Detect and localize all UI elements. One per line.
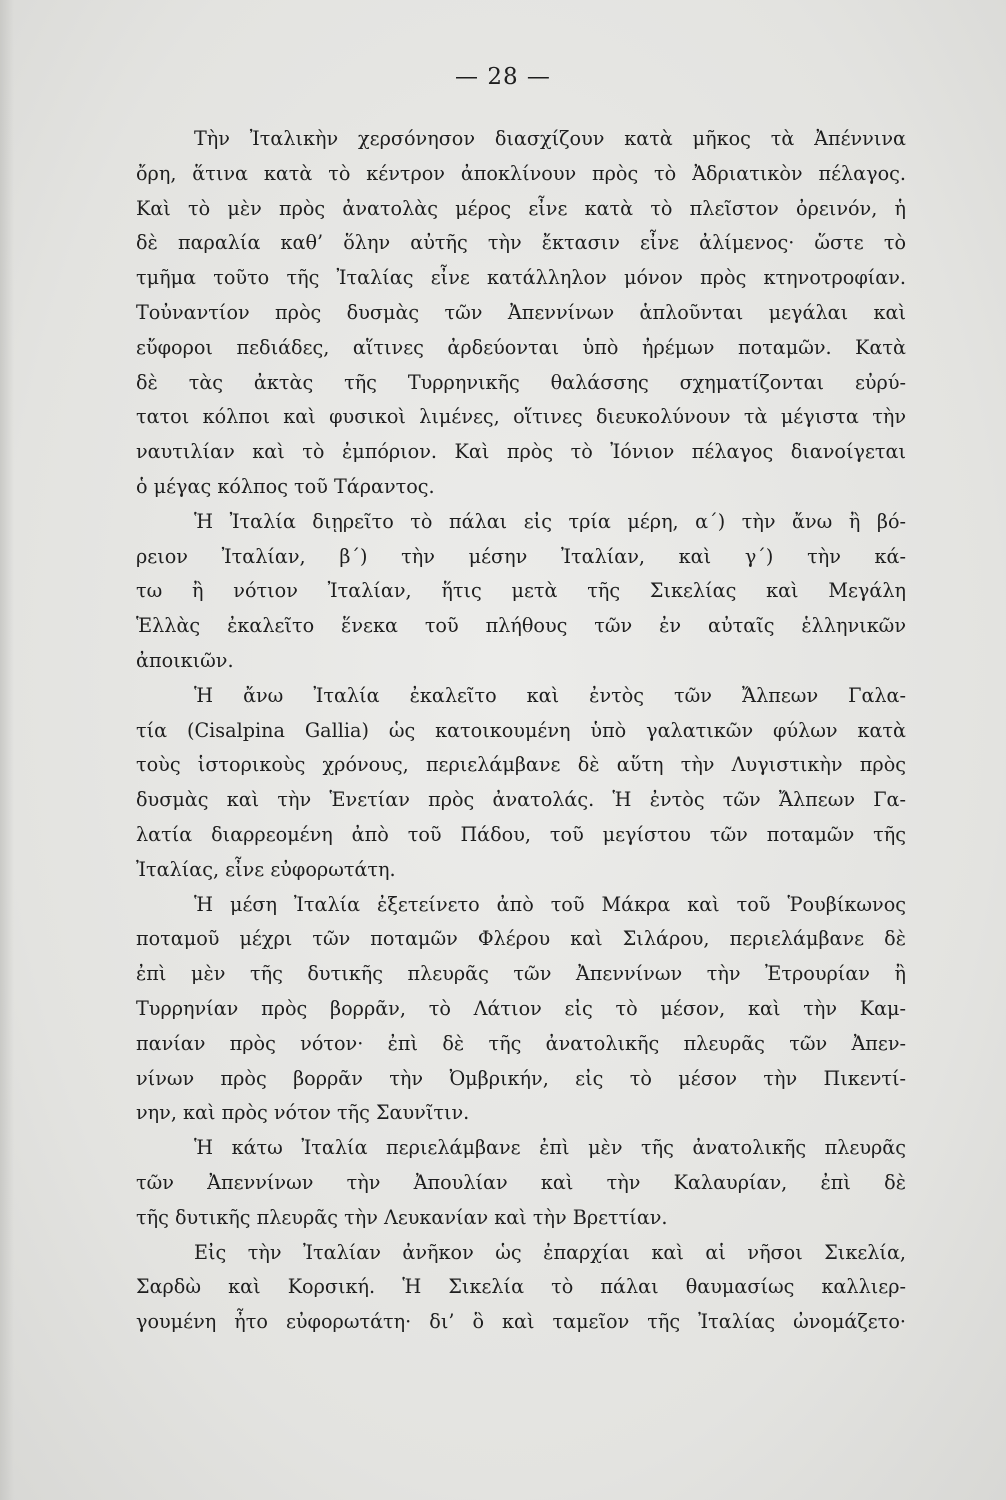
text-line: Ἰταλίας, εἶνε εὐφορωτάτη. (136, 857, 396, 881)
text-line: ποταμοῦ μέχρι τῶν ποταμῶν Φλέρου καὶ Σιλάρου, περιελάμβανε δὲ (136, 927, 906, 951)
text-line: τω ἢ νότιον Ἰταλίαν, ἥτις μετὰ τῆς Σικελίας καὶ Μεγάλη (136, 579, 906, 603)
text-line: Τὴν Ἰταλικὴν χερσόνησον διασχίζουν κατὰ μῆκος τὰ Ἀπέννινα (194, 127, 906, 150)
text-line: ρειον Ἰταλίαν, β΄) τὴν μέσην Ἰταλίαν, καὶ γ΄) τὴν κά- (136, 544, 906, 568)
text-line: ἀποικιῶν. (136, 648, 234, 672)
text-line: Σαρδὼ καὶ Κορσική. Ἡ Σικελία τὸ πάλαι θαυμασίως καλλιερ- (136, 1275, 906, 1299)
text-line: Τυρρηνίαν πρὸς βορρᾶν, τὸ Λάτιον εἰς τὸ μέσον, καὶ τὴν Καμ- (136, 996, 906, 1020)
text-line: Καὶ τὸ μὲν πρὸς ἀνατολὰς μέρος εἶνε κατὰ τὸ πλεῖστον ὀρεινόν, ἡ (136, 196, 906, 220)
text-line: τοὺς ἱστορικοὺς χρόνους, περιελάμβανε δὲ αὕτη τὴν Λυγιστικὴν πρὸς (136, 753, 906, 777)
text-line: Ἡ μέση Ἰταλία ἐξετείνετο ἀπὸ τοῦ Μάκρα καὶ τοῦ Ῥουβίκωνος (194, 892, 906, 916)
text-line: Ἡ Ἰταλία διῃρεῖτο τὸ πάλαι εἰς τρία μέρη, α΄) τὴν ἄνω ἢ βό- (194, 509, 906, 533)
text-line: πανίαν πρὸς νότον· ἐπὶ δὲ τῆς ἀνατολικῆς πλευρᾶς τῶν Ἀπεν- (136, 1031, 906, 1055)
text-line: Τοὐναντίον πρὸς δυσμὰς τῶν Ἀπεννίνων ἁπλοῦνται μεγάλαι καὶ (136, 300, 906, 324)
text-body (136, 122, 906, 1340)
text-line: δὲ παραλία καθ’ ὅλην αὐτῆς τὴν ἔκτασιν εἶνε ἀλίμενος· ὥστε τὸ (136, 231, 906, 255)
text-line: ὄρη, ἅτινα κατὰ τὸ κέντρον ἀποκλίνουν πρὸς τὸ Ἀδριατικὸν πέλαγος. (136, 161, 906, 185)
text-line: δὲ τὰς ἀκτὰς τῆς Τυρρηνικῆς θαλάσσης σχηματίζονται εὐρύ- (136, 370, 906, 394)
text-line: εὔφοροι πεδιάδες, αἵτινες ἀρδεύονται ὑπὸ ἠρέμων ποταμῶν. Κατὰ (136, 335, 906, 359)
text-line: ναυτιλίαν καὶ τὸ ἐμπόριον. Καὶ πρὸς τὸ Ἰόνιον πέλαγος διανοίγεται (136, 440, 906, 464)
text-line: γουμένη ἦτο εὐφορωτάτη· δι’ ὃ καὶ ταμεῖον τῆς Ἰταλίας ὠνομάζετο· (136, 1310, 906, 1334)
text-line: τατοι κόλποι καὶ φυσικοὶ λιμένες, οἵτινες διευκολύνουν τὰ μέγιστα τὴν (136, 405, 906, 429)
text-line: τῆς δυτικῆς πλευρᾶς τὴν Λευκανίαν καὶ τὴν Βρεττίαν. (136, 1205, 668, 1229)
text-line: ἐπὶ μὲν τῆς δυτικῆς πλευρᾶς τῶν Ἀπεννίνων τὴν Ἐτρουρίαν ἢ (136, 962, 906, 986)
text-line: τῶν Ἀπεννίνων τὴν Ἀπουλίαν καὶ τὴν Καλαυρίαν, ἐπὶ δὲ (136, 1170, 906, 1194)
text-line: Εἰς τὴν Ἰταλίαν ἀνῆκον ὡς ἐπαρχίαι καὶ αἱ νῆσοι Σικελία, (194, 1240, 906, 1264)
text-line: ὁ μέγας κόλπος τοῦ Τάραντος. (136, 474, 435, 498)
text-line: νίνων πρὸς βορρᾶν τὴν Ὀμβρικήν, εἰς τὸ μέσον τὴν Πικεντί- (136, 1066, 906, 1090)
text-line: τία (Cisalpina Gallia) ὡς κατοικουμένη ὑπὸ γαλατικῶν φύλων κατὰ (136, 718, 906, 742)
text-line: Ἡ κάτω Ἰταλία περιελάμβανε ἐπὶ μὲν τῆς ἀνατολικῆς πλευρᾶς (194, 1136, 906, 1160)
text-line: τμῆμα τοῦτο τῆς Ἰταλίας εἶνε κατάλληλον μόνον πρὸς κτηνοτροφίαν. (136, 266, 906, 290)
page-number: — 28 — (455, 64, 551, 90)
text-line: Ἡ ἄνω Ἰταλία ἐκαλεῖτο καὶ ἐντὸς τῶν Ἄλπεων Γαλα- (194, 683, 906, 707)
text-line: λατία διαρρεομένη ἀπὸ τοῦ Πάδου, τοῦ μεγίστου τῶν ποταμῶν τῆς (136, 822, 906, 846)
text-line: Ἑλλὰς ἐκαλεῖτο ἕνεκα τοῦ πλήθους τῶν ἐν αὐταῖς ἑλληνικῶν (136, 614, 906, 638)
text-line: δυσμὰς καὶ τὴν Ἑνετίαν πρὸς ἀνατολάς. Ἡ ἐντὸς τῶν Ἄλπεων Γα- (136, 788, 906, 812)
text-line: νην, καὶ πρὸς νότον τῆς Σαυνῖτιν. (136, 1101, 470, 1125)
